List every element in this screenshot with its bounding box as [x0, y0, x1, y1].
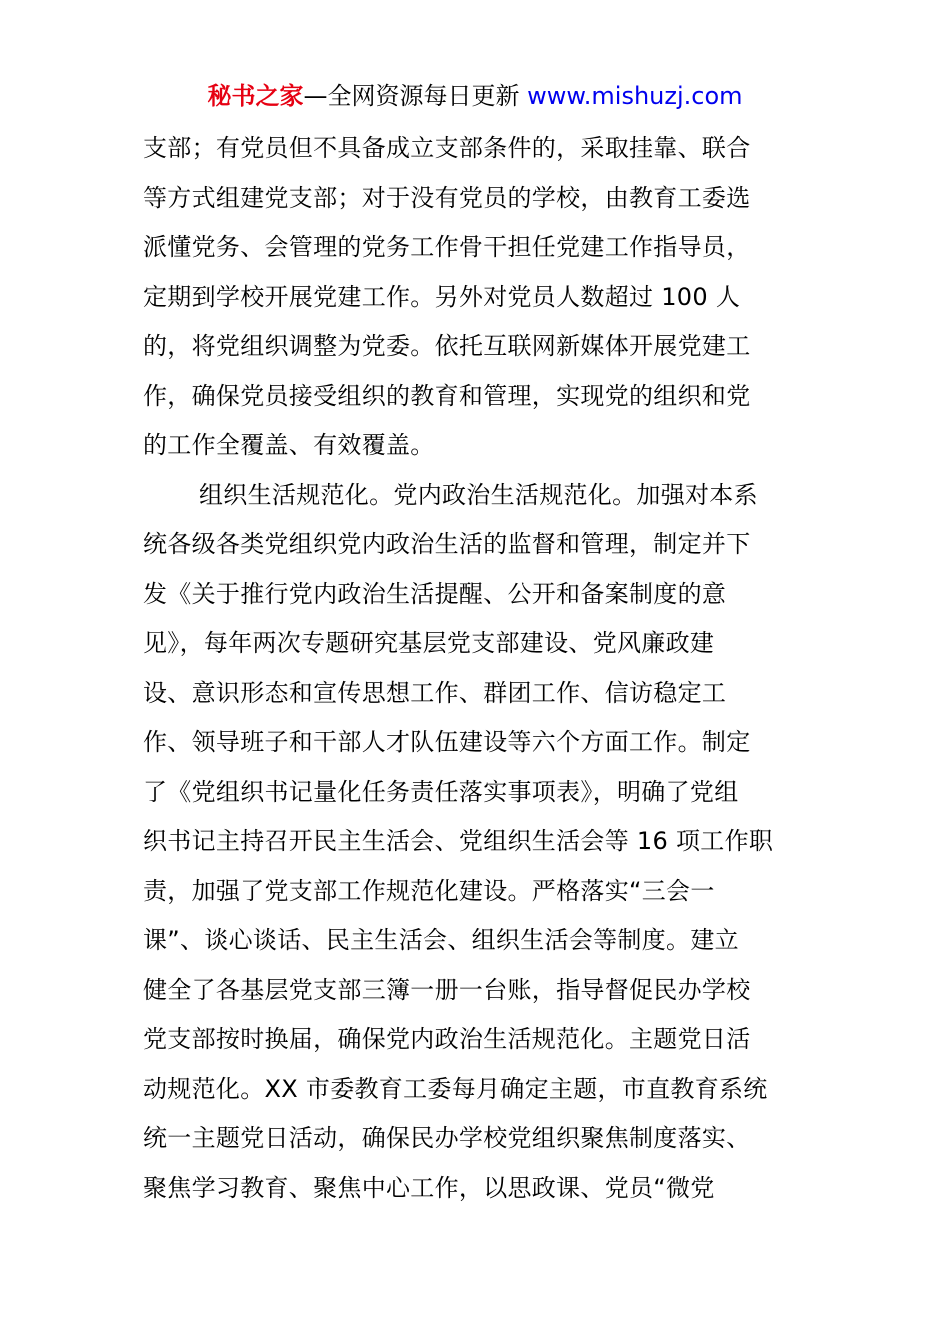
text-line: 的工作全覆盖、有效覆盖。: [143, 431, 435, 459]
text-line: 定期到学校开展党建工作。另外对党员人数超过 100 人: [143, 282, 741, 311]
text-line: 的，将党组织调整为党委。依托互联网新媒体开展党建工: [143, 332, 751, 360]
text-line: 健全了各基层党支部三簿一册一台账，指导督促民办学校: [143, 975, 751, 1004]
text-line: 作，确保党员接受组织的教育和管理，实现党的组织和党: [143, 381, 751, 410]
text-line: 课”、谈心谈话、民主生活会、组织生活会等制度。建立: [143, 926, 739, 954]
text-line: 支部；有党员但不具备成立支部条件的，采取挂靠、联合: [143, 134, 751, 162]
text-line: 见》，每年两次专题研究基层党支部建设、党风廉政建: [143, 629, 715, 657]
site-url-link[interactable]: www.mishuzj.com: [527, 82, 743, 110]
text-line: 统各级各类党组织党内政治生活的监督和管理，制定并下: [143, 530, 751, 558]
document-body: [143, 124, 807, 1213]
text-line: 织书记主持召开民主生活会、党组织生活会等 16 项工作职: [143, 827, 774, 855]
site-brand: 秘书之家: [207, 82, 304, 110]
text-line: 作、领导班子和干部人才队伍建设等六个方面工作。制定: [143, 728, 751, 756]
text-line: 发《关于推行党内政治生活提醒、公开和备案制度的意: [143, 579, 727, 608]
text-line: 聚焦学习教育、聚焦中心工作，以思政课、党员“微党: [143, 1173, 715, 1202]
text-line: 设、意识形态和宣传思想工作、群团工作、信访稳定工: [143, 678, 727, 707]
text-line: 动规范化。XX 市委教育工委每月确定主题，市直教育系统: [143, 1074, 768, 1103]
page-header: [0, 80, 950, 112]
site-tagline: —全网资源每日更新: [303, 82, 528, 110]
text-line: 派懂党务、会管理的党务工作骨干担任党建工作指导员，: [143, 233, 751, 261]
text-line: 了《党组织书记量化任务责任落实事项表》，明确了党组: [143, 777, 739, 806]
text-line: 党支部按时换届，确保党内政治生活规范化。主题党日活: [143, 1025, 751, 1053]
text-line: 统一主题党日活动，确保民办学校党组织聚焦制度落实、: [143, 1124, 751, 1152]
text-line: 等方式组建党支部；对于没有党员的学校，由教育工委选: [143, 183, 751, 212]
text-line: 责，加强了党支部工作规范化建设。严格落实“三会一: [143, 876, 715, 905]
paragraph-first-line: 组织生活规范化。党内政治生活规范化。加强对本系: [199, 480, 758, 509]
